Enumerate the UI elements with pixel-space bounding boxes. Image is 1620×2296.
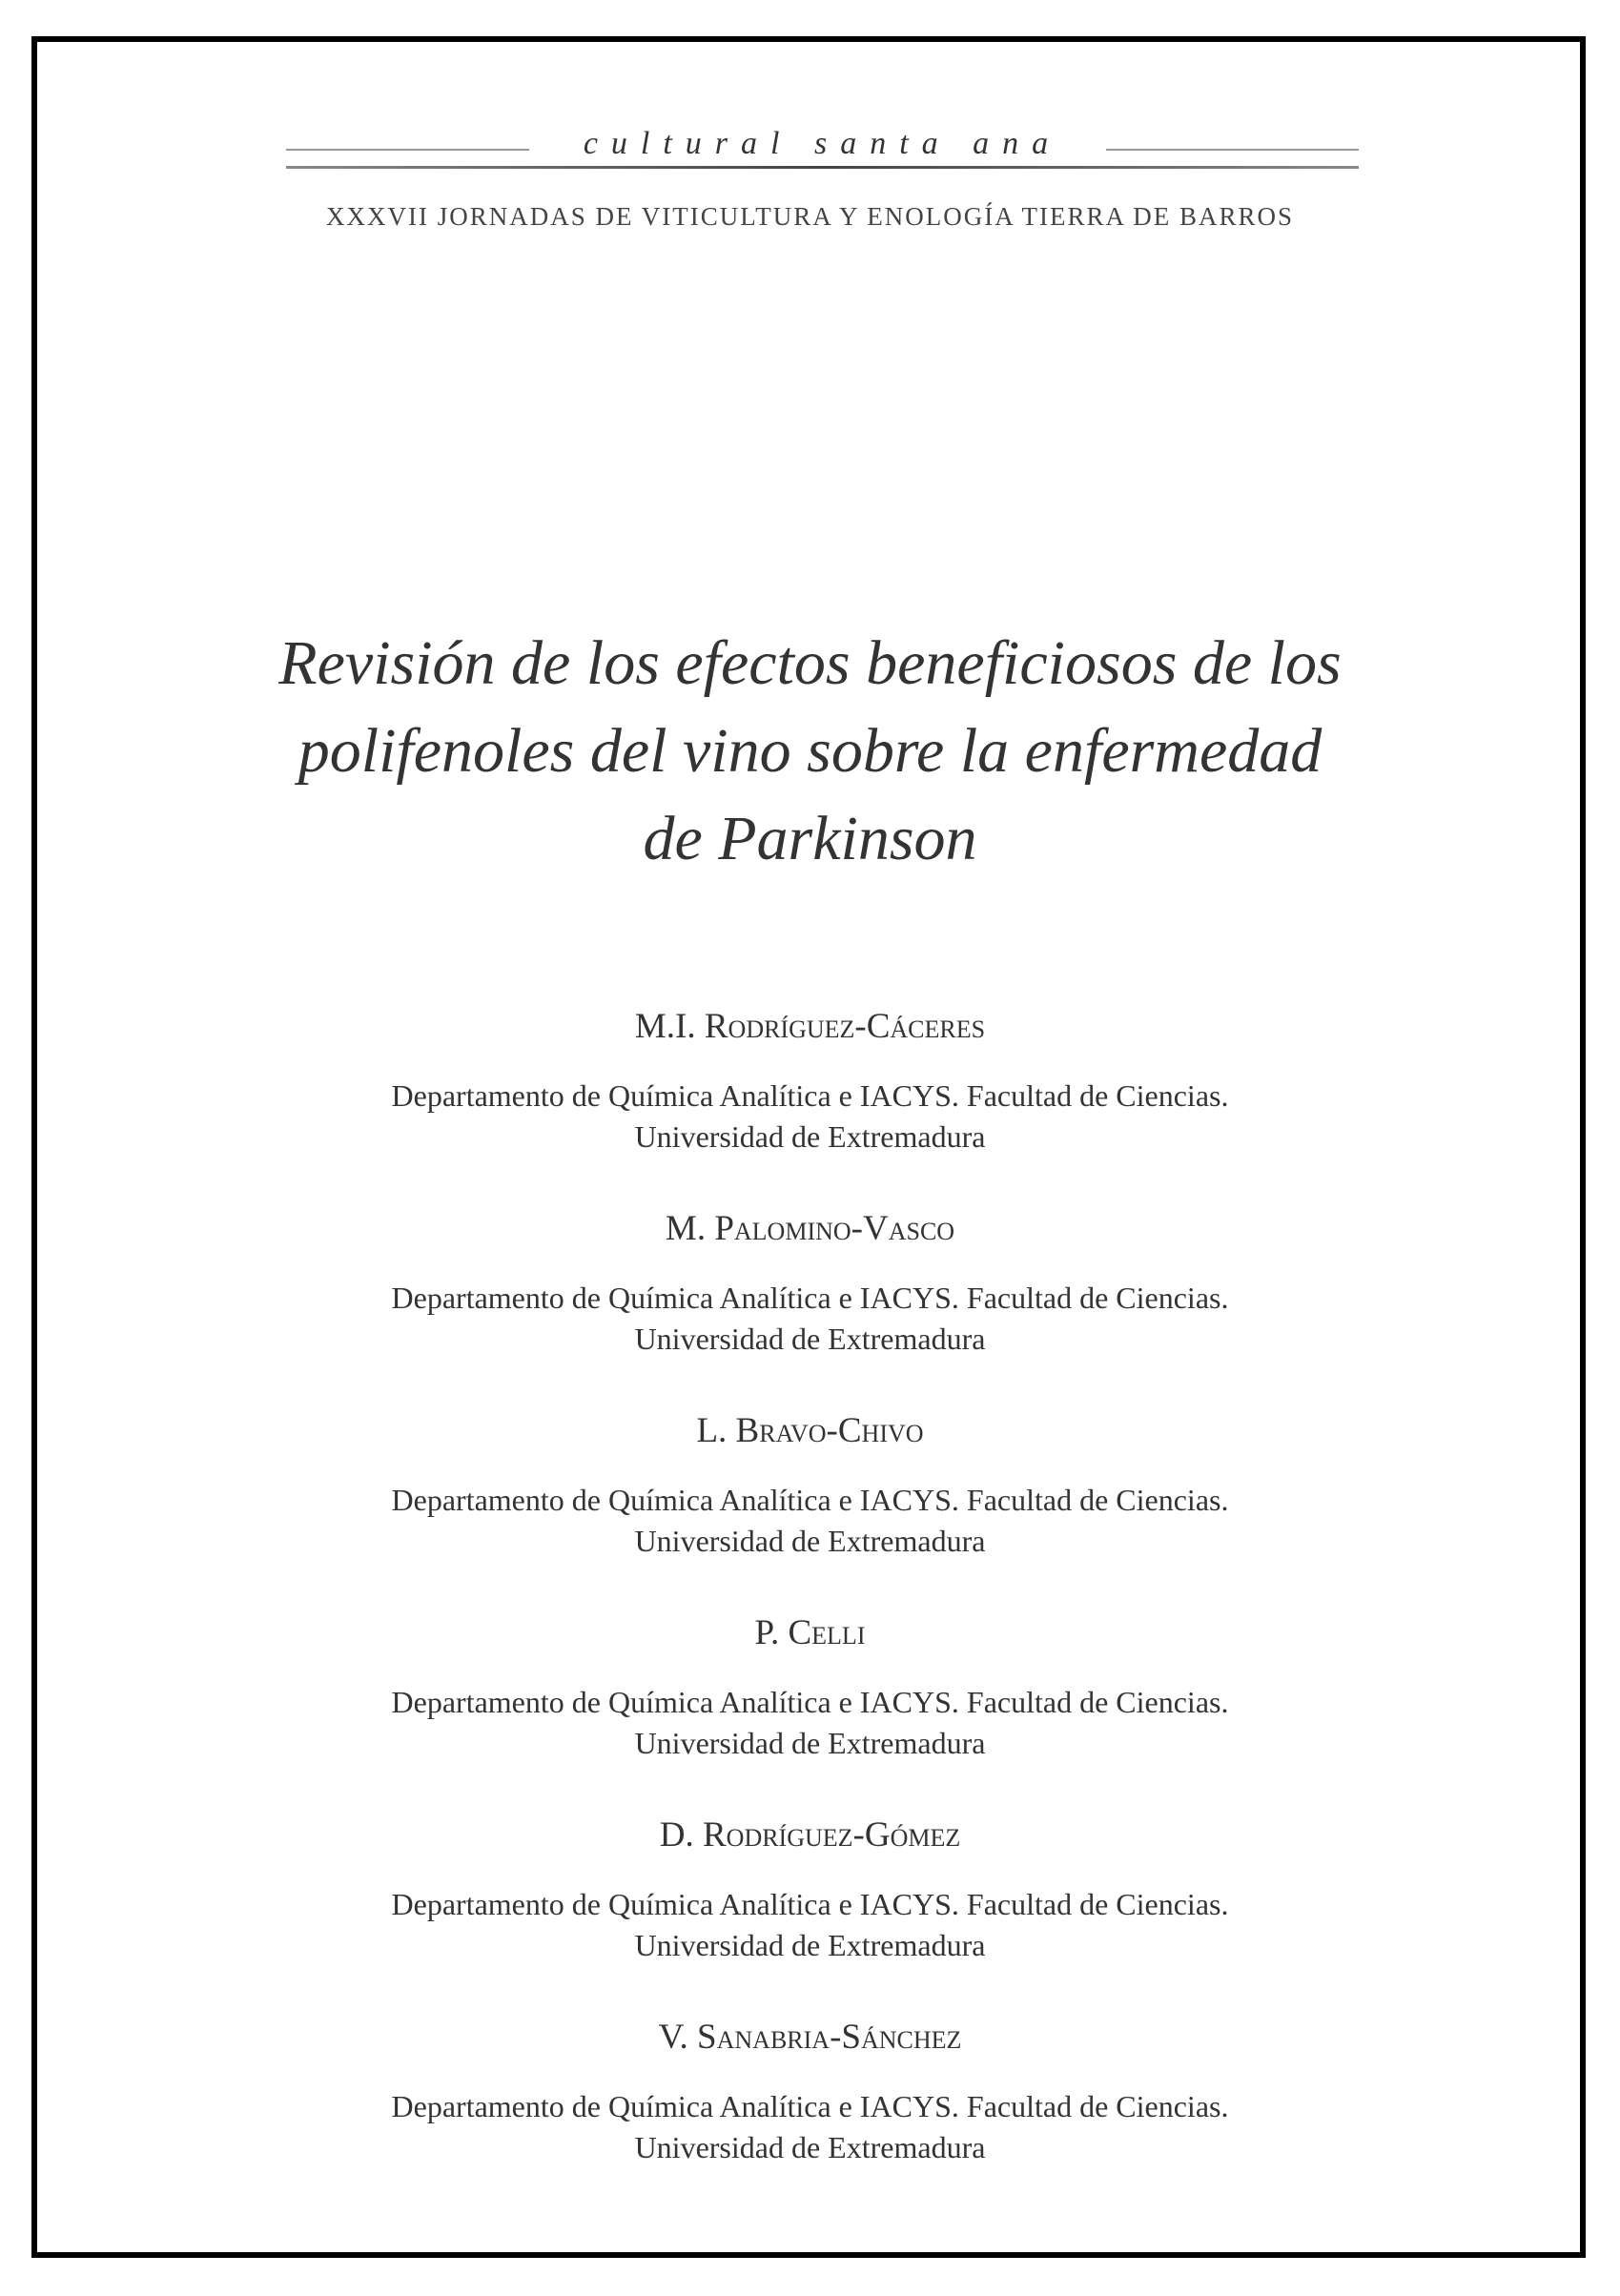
author-name: D. Rodríguez-Gómez	[659, 1815, 961, 1855]
author-affiliation	[0, 1480, 1620, 1562]
paper-title	[95, 620, 1525, 883]
author-block	[0, 1609, 1620, 1812]
author-block	[0, 1205, 1620, 1407]
affiliation-line: Universidad de Extremadura	[634, 2130, 986, 2164]
publisher-header	[286, 126, 1359, 170]
affiliation-line: Universidad de Extremadura	[634, 1726, 986, 1760]
title-line: Revisión de los efectos beneficiosos de los	[278, 628, 1342, 698]
header-rule-bottom	[286, 166, 1359, 169]
affiliation-line: Departamento de Química Analítica e IACYS. Facultad de Ciencias.	[391, 1685, 1229, 1719]
author-affiliation	[0, 1278, 1620, 1360]
affiliation-line: Universidad de Extremadura	[634, 1322, 986, 1356]
event-name: XXXVII JORNADAS DE VITICULTURA Y ENOLOGÍA TIERRA DE BARROS	[325, 202, 1295, 231]
author-name: V. Sanabria-Sánchez	[658, 2018, 962, 2057]
author-name: M.I. Rodríguez-Cáceres	[634, 1007, 986, 1046]
author-affiliation	[0, 1884, 1620, 1966]
author-affiliation	[0, 2086, 1620, 2168]
author-block	[0, 1407, 1620, 1609]
author-name: P. Celli	[754, 1613, 866, 1652]
affiliation-line: Departamento de Química Analítica e IACYS. Facultad de Ciencias.	[391, 1887, 1229, 1921]
affiliation-line: Departamento de Química Analítica e IACYS. Facultad de Ciencias.	[391, 1078, 1229, 1113]
affiliation-line: Departamento de Química Analítica e IACYS. Facultad de Ciencias.	[391, 1483, 1229, 1517]
title-line: polifenoles del vino sobre la enfermedad	[297, 716, 1323, 786]
affiliation-line: Departamento de Química Analítica e IACYS. Facultad de Ciencias.	[391, 1281, 1229, 1315]
publisher-name: cultural santa ana	[583, 126, 1062, 161]
affiliation-line: Universidad de Extremadura	[634, 1928, 986, 1962]
author-block	[0, 2014, 1620, 2216]
affiliation-line: Universidad de Extremadura	[634, 1524, 986, 1558]
affiliation-line: Departamento de Química Analítica e IACYS. Facultad de Ciencias.	[391, 2089, 1229, 2123]
author-name: M. Palomino-Vasco	[665, 1209, 955, 1248]
title-line: de Parkinson	[643, 804, 977, 873]
author-affiliation	[0, 1076, 1620, 1158]
author-block	[0, 1812, 1620, 2014]
author-affiliation	[0, 1682, 1620, 1764]
author-name: L. Bravo-Chivo	[696, 1411, 924, 1450]
affiliation-line: Universidad de Extremadura	[634, 1119, 986, 1154]
author-block	[0, 1003, 1620, 1205]
author-list	[0, 1003, 1620, 2216]
